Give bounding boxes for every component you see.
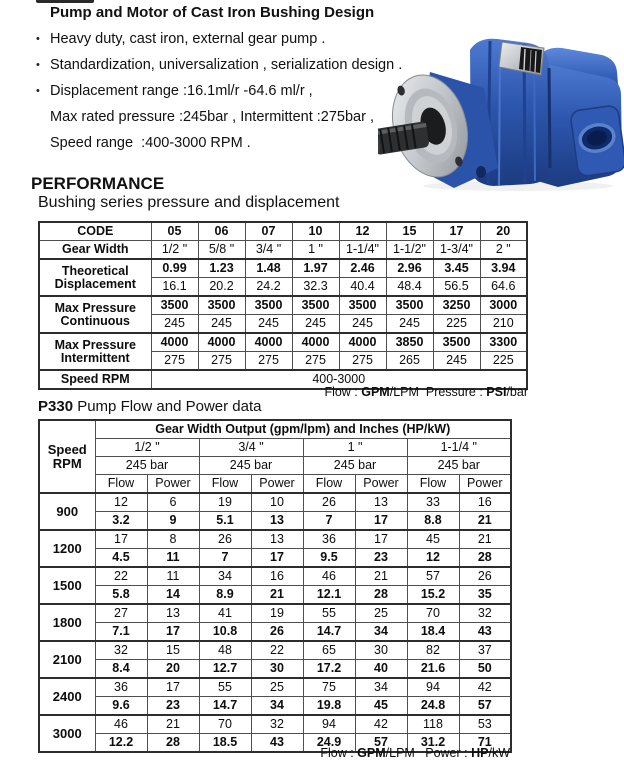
- table-cell: 3850: [386, 333, 433, 352]
- table-cell: 94: [407, 678, 459, 697]
- table-cell: 26: [303, 493, 355, 512]
- table-cell: 28: [147, 734, 199, 753]
- table-cell: 21: [251, 586, 303, 605]
- table-cell: 45: [407, 530, 459, 549]
- table-cell: 32: [459, 604, 511, 623]
- table-row: [39, 641, 511, 660]
- table-cell: 3500: [292, 296, 339, 315]
- table-row: [39, 697, 511, 716]
- performance-subtitle: Bushing series pressure and displacement: [38, 194, 340, 211]
- table-cell: 12: [95, 493, 147, 512]
- table-cell: 2.46: [339, 259, 386, 278]
- table-row: [39, 512, 511, 531]
- table-cell: 65: [303, 641, 355, 660]
- width-header: 1-1/4 ": [407, 439, 511, 457]
- table-row: [39, 549, 511, 568]
- table-cell: 57: [355, 734, 407, 753]
- speed-rpm-header: Speed RPM: [39, 420, 95, 493]
- units-text: /bar: [506, 385, 528, 399]
- table-cell: 225: [433, 315, 480, 334]
- table-cell: 42: [355, 715, 407, 734]
- row-group-label: Max Pressure Intermittent: [39, 333, 151, 370]
- flow-header: Flow: [199, 475, 251, 494]
- table-cell: 94: [303, 715, 355, 734]
- table-cell: 18.4: [407, 623, 459, 642]
- table-cell: 28: [459, 549, 511, 568]
- table-cell: 1-1/2": [386, 241, 433, 260]
- table-cell: 12: [407, 549, 459, 568]
- table-cell: 75: [303, 678, 355, 697]
- table-cell: 32: [251, 715, 303, 734]
- table-cell: 6: [147, 493, 199, 512]
- table-cell: 1/2 ": [151, 241, 198, 260]
- table-cell: 55: [303, 604, 355, 623]
- row-group-label: Theoretical Displacement: [39, 259, 151, 296]
- table-cell: 7: [199, 549, 251, 568]
- table-cell: 30: [355, 641, 407, 660]
- table-cell: 50: [459, 660, 511, 679]
- table-cell: 118: [407, 715, 459, 734]
- table-cell: 3000: [480, 296, 527, 315]
- table-cell: 8.9: [199, 586, 251, 605]
- table2-units-note: [38, 746, 510, 760]
- table-cell: 245: [198, 315, 245, 334]
- table-cell: 4000: [292, 333, 339, 352]
- table-cell: 3.94: [480, 259, 527, 278]
- performance-table-body: [39, 222, 527, 389]
- table-row: [39, 420, 511, 439]
- table-row: [39, 222, 527, 241]
- table-cell: 40: [355, 660, 407, 679]
- table-cell: 25: [355, 604, 407, 623]
- p330-flow-power-table: [38, 419, 512, 753]
- table-cell: 70: [407, 604, 459, 623]
- speed-rpm-label: Speed RPM: [39, 370, 151, 389]
- table-cell: 28: [355, 586, 407, 605]
- pressure-header: 245 bar: [199, 457, 303, 475]
- table-cell: 9.6: [95, 697, 147, 716]
- table-cell: 24.9: [303, 734, 355, 753]
- table-cell: 4000: [245, 333, 292, 352]
- units-text: HP: [471, 746, 489, 760]
- table-cell: 2.96: [386, 259, 433, 278]
- bullet-icon: •: [36, 33, 40, 45]
- table-cell: 2 ": [480, 241, 527, 260]
- table-cell: 14: [147, 586, 199, 605]
- gear-width-output-header: Gear Width Output (gpm/lpm) and Inches (HP/kW): [95, 420, 511, 439]
- table-cell: 3250: [433, 296, 480, 315]
- flow-header: Flow: [407, 475, 459, 494]
- width-header: 1 ": [303, 439, 407, 457]
- table-cell: 4000: [151, 333, 198, 352]
- speed-value: 1800: [39, 604, 95, 641]
- gear-width-header: Gear Width: [39, 241, 151, 260]
- table-cell: 9.5: [303, 549, 355, 568]
- table-row: [39, 241, 527, 260]
- speed-value: 1200: [39, 530, 95, 567]
- table-cell: 225: [480, 352, 527, 371]
- table-cell: 4000: [198, 333, 245, 352]
- table-cell: 21: [459, 512, 511, 531]
- table-cell: 26: [459, 567, 511, 586]
- table-cell: 9: [147, 512, 199, 531]
- list-item-continuation: [36, 130, 402, 156]
- bullet-icon: •: [36, 85, 40, 97]
- row-group-label: Max Pressure Continuous: [39, 296, 151, 333]
- table-cell: 45: [355, 697, 407, 716]
- table-cell: 10: [251, 493, 303, 512]
- table-cell: 14.7: [303, 623, 355, 642]
- table-cell: 16: [251, 567, 303, 586]
- table-cell: 12.2: [95, 734, 147, 753]
- table-cell: 24.2: [245, 278, 292, 297]
- table-cell: 21: [459, 530, 511, 549]
- bullet-text: Speed range :400-3000 RPM .: [50, 135, 251, 151]
- table-cell: 1.97: [292, 259, 339, 278]
- code-header: CODE: [39, 222, 151, 241]
- table-cell: 1.23: [198, 259, 245, 278]
- table-cell: 36: [95, 678, 147, 697]
- table-cell: 245: [151, 315, 198, 334]
- speed-value: 2100: [39, 641, 95, 678]
- table-cell: 40.4: [339, 278, 386, 297]
- table-cell: 46: [95, 715, 147, 734]
- table-cell: 31.2: [407, 734, 459, 753]
- table-cell: 11: [147, 549, 199, 568]
- table-cell: 275: [151, 352, 198, 371]
- table-cell: 13: [147, 604, 199, 623]
- table-cell: 3500: [433, 333, 480, 352]
- bullet-icon: •: [36, 59, 40, 71]
- table-row: [39, 586, 511, 605]
- table-cell: 21: [147, 715, 199, 734]
- table-cell: 5.8: [95, 586, 147, 605]
- p330-title-text: Pump Flow and Power data: [73, 398, 262, 415]
- table-cell: 22: [251, 641, 303, 660]
- table-row: [39, 493, 511, 512]
- table-cell: 32: [95, 641, 147, 660]
- table-cell: 13: [251, 530, 303, 549]
- table-cell: 16.1: [151, 278, 198, 297]
- table-cell: 19: [251, 604, 303, 623]
- table-cell: 57: [407, 567, 459, 586]
- performance-heading: PERFORMANCE: [31, 174, 165, 193]
- table-cell: 15: [147, 641, 199, 660]
- table-cell: 18.5: [199, 734, 251, 753]
- table-cell: 42: [459, 678, 511, 697]
- table-cell: 27: [95, 604, 147, 623]
- table-cell: 275: [245, 352, 292, 371]
- table-row: [39, 333, 527, 352]
- table-cell: 17: [95, 530, 147, 549]
- width-header: 1/2 ": [95, 439, 199, 457]
- table-cell: 20: [147, 660, 199, 679]
- speed-value: 3000: [39, 715, 95, 752]
- table-cell: 20.2: [198, 278, 245, 297]
- power-header: Power: [147, 475, 199, 494]
- power-header: Power: [355, 475, 407, 494]
- table-cell: 17.2: [303, 660, 355, 679]
- table-cell: 0.99: [151, 259, 198, 278]
- table-cell: 245: [433, 352, 480, 371]
- table-cell: 12: [339, 222, 386, 241]
- table-cell: 34: [199, 567, 251, 586]
- units-text: /LPM Power :: [385, 746, 472, 760]
- speed-value: 900: [39, 493, 95, 530]
- table-cell: 48.4: [386, 278, 433, 297]
- feature-list: [36, 26, 402, 156]
- units-text: /LPM Pressure :: [389, 385, 487, 399]
- table-cell: 53: [459, 715, 511, 734]
- table-cell: 275: [339, 352, 386, 371]
- table-cell: 56.5: [433, 278, 480, 297]
- speed-value: 2400: [39, 678, 95, 715]
- table-cell: 210: [480, 315, 527, 334]
- table-row: [39, 296, 527, 315]
- pressure-header: 245 bar: [95, 457, 199, 475]
- table-cell: 17: [433, 222, 480, 241]
- bullet-text: Displacement range :16.1ml/r -64.6 ml/r ,: [50, 83, 313, 99]
- table-cell: 10: [292, 222, 339, 241]
- units-text: /kW: [488, 746, 510, 760]
- table-cell: 23: [147, 697, 199, 716]
- table-cell: 15: [386, 222, 433, 241]
- power-header: Power: [459, 475, 511, 494]
- table-cell: 3500: [386, 296, 433, 315]
- table-row: [39, 530, 511, 549]
- table1-units-note: [38, 385, 528, 399]
- table-cell: 4000: [339, 333, 386, 352]
- table-cell: 23: [355, 549, 407, 568]
- table-cell: 32.3: [292, 278, 339, 297]
- table-cell: 5/8 ": [198, 241, 245, 260]
- table-cell: 34: [355, 623, 407, 642]
- table-cell: 34: [355, 678, 407, 697]
- flow-header: Flow: [95, 475, 147, 494]
- table-cell: 19: [199, 493, 251, 512]
- table-cell: 21.6: [407, 660, 459, 679]
- table-cell: 07: [245, 222, 292, 241]
- table-cell: 1-1/4": [339, 241, 386, 260]
- label-barcode: [519, 47, 542, 73]
- bullet-text: Max rated pressure :245bar , Intermittent :275bar ,: [50, 109, 374, 125]
- table-cell: 13: [355, 493, 407, 512]
- table-cell: 13: [251, 512, 303, 531]
- table-cell: 43: [251, 734, 303, 753]
- p330-code: P330: [38, 398, 74, 415]
- table-cell: 70: [199, 715, 251, 734]
- table-cell: 245: [339, 315, 386, 334]
- table-cell: 8: [147, 530, 199, 549]
- performance-table: [38, 221, 528, 390]
- table-cell: 265: [386, 352, 433, 371]
- units-text: Flow :: [320, 746, 358, 760]
- table-cell: 10.8: [199, 623, 251, 642]
- table-cell: 17: [355, 512, 407, 531]
- list-item-continuation: [36, 104, 402, 130]
- power-header: Power: [251, 475, 303, 494]
- table-cell: 5.1: [199, 512, 251, 531]
- table-row: [39, 623, 511, 642]
- table-cell: 11: [147, 567, 199, 586]
- table-cell: 57: [459, 697, 511, 716]
- table-cell: 06: [198, 222, 245, 241]
- table-cell: 48: [199, 641, 251, 660]
- p330-table-title: [38, 398, 261, 415]
- table-cell: 20: [480, 222, 527, 241]
- page-title: Pump and Motor of Cast Iron Bushing Design: [50, 4, 375, 21]
- table-cell: 17: [147, 678, 199, 697]
- table-cell: 3500: [151, 296, 198, 315]
- units-text: GPM: [357, 746, 386, 760]
- table-cell: 15.2: [407, 586, 459, 605]
- table-cell: 71: [459, 734, 511, 753]
- table-cell: 82: [407, 641, 459, 660]
- table-cell: 3/4 ": [245, 241, 292, 260]
- table-cell: 12.1: [303, 586, 355, 605]
- table-cell: 275: [292, 352, 339, 371]
- table-cell: 3500: [245, 296, 292, 315]
- table-row: [39, 439, 511, 457]
- table-cell: 26: [199, 530, 251, 549]
- pressure-header: 245 bar: [303, 457, 407, 475]
- table-cell: 14.7: [199, 697, 251, 716]
- table-row: [39, 475, 511, 494]
- table-cell: 55: [199, 678, 251, 697]
- table-cell: 41: [199, 604, 251, 623]
- table-cell: 21: [355, 567, 407, 586]
- table-cell: 36: [303, 530, 355, 549]
- table-cell: 3500: [339, 296, 386, 315]
- table-cell: 7.1: [95, 623, 147, 642]
- bullet-text: Heavy duty, cast iron, external gear pump .: [50, 31, 326, 47]
- table-cell: 1.48: [245, 259, 292, 278]
- table-cell: 22: [95, 567, 147, 586]
- table-row: [39, 715, 511, 734]
- page-edge-artifact: [36, 0, 94, 3]
- table-cell: 3.2: [95, 512, 147, 531]
- table-cell: 30: [251, 660, 303, 679]
- table-row: [39, 457, 511, 475]
- table-cell: 245: [245, 315, 292, 334]
- table-row: [39, 678, 511, 697]
- table-cell: 3500: [198, 296, 245, 315]
- table-cell: 34: [251, 697, 303, 716]
- table-cell: 33: [407, 493, 459, 512]
- table-row: [39, 567, 511, 586]
- table-cell: 17: [355, 530, 407, 549]
- table-row: [39, 259, 527, 278]
- table-cell: 64.6: [480, 278, 527, 297]
- pressure-header: 245 bar: [407, 457, 511, 475]
- table-row: [39, 660, 511, 679]
- table-cell: 275: [198, 352, 245, 371]
- table-cell: 17: [147, 623, 199, 642]
- p330-table-body: [39, 420, 511, 752]
- flow-header: Flow: [303, 475, 355, 494]
- table-cell: 245: [386, 315, 433, 334]
- table-cell: 1 ": [292, 241, 339, 260]
- table-cell: 8.8: [407, 512, 459, 531]
- table-cell: 43: [459, 623, 511, 642]
- units-text: PSI: [486, 385, 507, 399]
- table-cell: 3300: [480, 333, 527, 352]
- pump-product-image: [378, 20, 624, 192]
- table-cell: 25: [251, 678, 303, 697]
- table-cell: 12.7: [199, 660, 251, 679]
- table-cell: 8.4: [95, 660, 147, 679]
- table-cell: 37: [459, 641, 511, 660]
- units-text: Flow :: [324, 385, 362, 399]
- list-item: [36, 52, 402, 78]
- table-cell: 26: [251, 623, 303, 642]
- table-cell: 1-3/4": [433, 241, 480, 260]
- table-row: [39, 604, 511, 623]
- table-cell: 46: [303, 567, 355, 586]
- list-item: [36, 78, 402, 104]
- table-cell: 3.45: [433, 259, 480, 278]
- table-cell: 17: [251, 549, 303, 568]
- table-cell: 16: [459, 493, 511, 512]
- width-header: 3/4 ": [199, 439, 303, 457]
- table-cell: 19.8: [303, 697, 355, 716]
- table-cell: 05: [151, 222, 198, 241]
- speed-value: 1500: [39, 567, 95, 604]
- table-cell: 35: [459, 586, 511, 605]
- table-cell: 7: [303, 512, 355, 531]
- units-text: GPM: [361, 385, 390, 399]
- table-cell: 4.5: [95, 549, 147, 568]
- list-item: [36, 26, 402, 52]
- table-cell: 245: [292, 315, 339, 334]
- table-cell: 24.8: [407, 697, 459, 716]
- bullet-text: Standardization, universalization , serialization design .: [50, 57, 403, 73]
- speed-range-value: 400-3000: [151, 370, 527, 389]
